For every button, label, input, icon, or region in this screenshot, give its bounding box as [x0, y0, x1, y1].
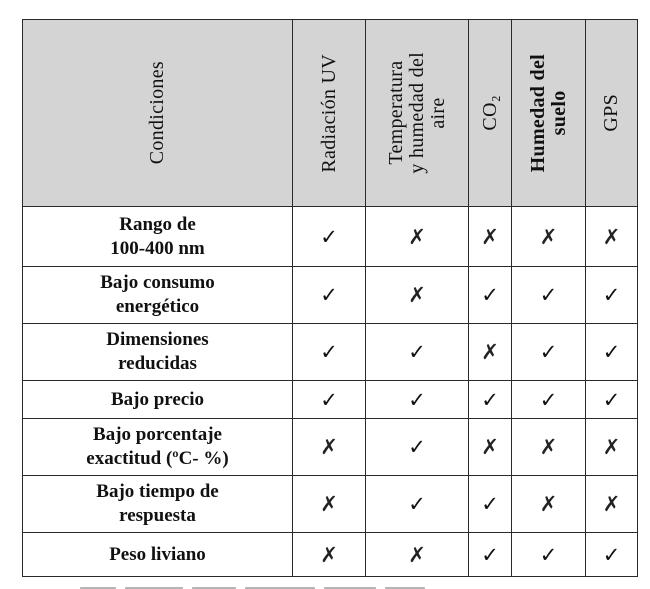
header-co2-label: CO₂: [478, 95, 501, 131]
cross-mark-icon-uv: ✗: [293, 476, 366, 533]
check-mark-icon-air: ✓: [366, 476, 469, 533]
check-mark-icon-co2: ✓: [469, 381, 512, 419]
condition-label: Rango de 100-400 nm: [23, 207, 293, 267]
cross-mark-icon-gps: ✗: [586, 207, 638, 267]
cross-mark-icon-soil: ✗: [512, 476, 586, 533]
header-air-temp-humidity-label: Temperatura y humedad del aire: [384, 52, 449, 174]
header-uv-radiation-label: Radiación UV: [317, 53, 340, 173]
cross-mark-icon-air: ✗: [366, 207, 469, 267]
header-gps-label: GPS: [600, 94, 622, 132]
table-row-small-size: [23, 324, 638, 381]
check-mark-icon-uv: ✓: [293, 324, 366, 381]
condition-label: Bajo porcentaje exactitud (ºC- %): [23, 419, 293, 476]
condition-label: Bajo tiempo de respuesta: [23, 476, 293, 533]
header-air-temp-humidity: [366, 20, 469, 207]
check-mark-icon-gps: ✓: [586, 267, 638, 324]
cross-mark-icon-soil: ✗: [512, 419, 586, 476]
check-mark-icon-soil: ✓: [512, 381, 586, 419]
table-row-low-price: [23, 381, 638, 419]
condition-label: Bajo precio: [23, 381, 293, 419]
check-mark-icon-uv: ✓: [293, 207, 366, 267]
check-mark-icon-co2: ✓: [469, 267, 512, 324]
header-gps: [586, 20, 638, 207]
cross-mark-icon-uv: ✗: [293, 419, 366, 476]
table-body: [23, 207, 638, 577]
table-row-sensitivity-range: [23, 207, 638, 267]
cross-mark-icon-co2: ✗: [469, 419, 512, 476]
cross-mark-icon-co2: ✗: [469, 207, 512, 267]
check-mark-icon-uv: ✓: [293, 381, 366, 419]
check-mark-icon-soil: ✓: [512, 267, 586, 324]
check-mark-icon-soil: ✓: [512, 533, 586, 577]
header-soil-humidity: [512, 20, 586, 207]
check-mark-icon-soil: ✓: [512, 324, 586, 381]
table-row-response-time: [23, 476, 638, 533]
table-row-low-power: [23, 267, 638, 324]
condition-label: Bajo consumo energético: [23, 267, 293, 324]
cross-mark-icon-air: ✗: [366, 533, 469, 577]
header-row: [23, 20, 638, 207]
check-mark-icon-co2: ✓: [469, 533, 512, 577]
cross-mark-icon-uv: ✗: [293, 533, 366, 577]
cross-mark-icon-soil: ✗: [512, 207, 586, 267]
cross-mark-icon-gps: ✗: [586, 476, 638, 533]
sensor-comparison-table: [22, 19, 638, 577]
table-row-accuracy: [23, 419, 638, 476]
condition-label: Peso liviano: [23, 533, 293, 577]
check-mark-icon-air: ✓: [366, 419, 469, 476]
header-co2: [469, 20, 512, 207]
check-mark-icon-air: ✓: [366, 324, 469, 381]
header-uv-radiation: [293, 20, 366, 207]
cross-mark-icon-co2: ✗: [469, 324, 512, 381]
cropped-caption-text: [80, 577, 500, 589]
header-soil-humidity-label: Humedad del suelo: [526, 53, 570, 173]
check-mark-icon-gps: ✓: [586, 533, 638, 577]
header-conditions: [23, 20, 293, 207]
table-row-light-weight: [23, 533, 638, 577]
header-conditions-label: Condiciones: [146, 61, 168, 165]
check-mark-icon-gps: ✓: [586, 381, 638, 419]
condition-label: Dimensiones reducidas: [23, 324, 293, 381]
check-mark-icon-uv: ✓: [293, 267, 366, 324]
check-mark-icon-co2: ✓: [469, 476, 512, 533]
check-mark-icon-air: ✓: [366, 381, 469, 419]
cross-mark-icon-air: ✗: [366, 267, 469, 324]
check-mark-icon-gps: ✓: [586, 324, 638, 381]
cross-mark-icon-gps: ✗: [586, 419, 638, 476]
